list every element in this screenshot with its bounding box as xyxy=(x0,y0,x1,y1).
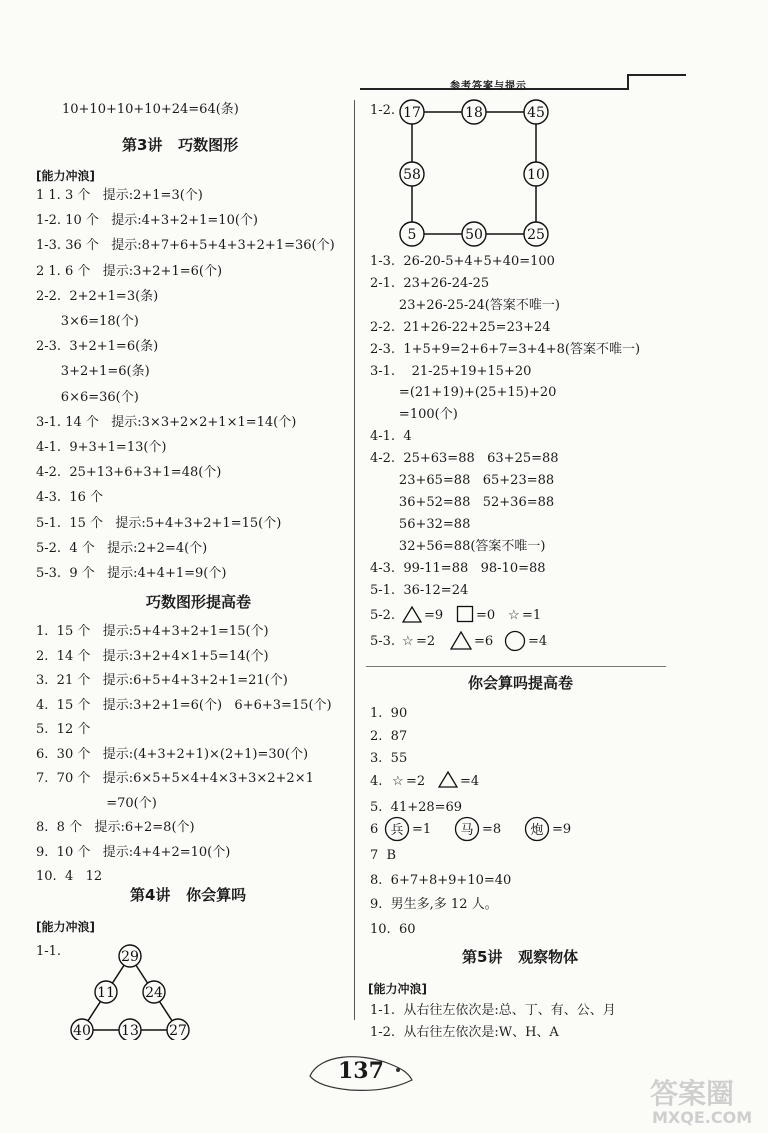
chess-piece-pao-icon xyxy=(524,816,550,842)
svg-text:5: 5 xyxy=(407,227,417,243)
lecture3-line-6: 3×6=18(个) xyxy=(36,314,139,329)
circle-shape-icon xyxy=(504,630,526,652)
triangle-shape-icon-2 xyxy=(450,630,472,650)
right-line-7: =(21+19)+(25+15)+20 xyxy=(370,385,557,401)
column-divider xyxy=(354,100,355,1020)
right-line-11: 23+65=88 65+23=88 xyxy=(370,473,555,488)
line-5-2-v1: =9 xyxy=(424,608,444,623)
right-line-5: 2-3. 1+5+9=2+6+7=3+4+8(答案不唯一) xyxy=(370,341,641,357)
quiz2-rest-line-1: 7 B xyxy=(370,848,397,863)
lecture3-line-14: 5-1. 15 个 提示:5+4+3+2+1=15(个) xyxy=(36,515,282,531)
svg-text:马: 马 xyxy=(460,823,474,838)
quiz1-line-5: 5. 12 个 xyxy=(36,722,91,737)
quiz1-line-1: 1. 15 个 提示:5+4+3+2+1=15(个) xyxy=(36,624,269,639)
svg-text:17: 17 xyxy=(403,105,421,121)
left-top-line: 10+10+10+10+24=64(条) xyxy=(62,102,239,117)
right-line-16: 5-1. 36-12=24 xyxy=(370,582,469,598)
header-tab-side xyxy=(627,74,629,90)
quiz2-line-1: 1. 90 xyxy=(370,706,408,721)
svg-text:45: 45 xyxy=(527,105,545,121)
line-5-3-v1: =2 xyxy=(416,634,436,649)
quiz2-line-2: 2. 87 xyxy=(370,728,408,744)
quiz1-line-11: 10. 4 12 xyxy=(36,869,103,884)
watermark-url: MXQE.COM xyxy=(652,1108,753,1127)
right-line-6: 3-1. 21-25+19+15+20 xyxy=(370,363,532,379)
svg-text:40: 40 xyxy=(73,1023,91,1039)
square-shape-icon xyxy=(456,605,474,623)
square-node-10 xyxy=(524,162,548,186)
quiz2-rest-line-3: 9. 男生多,多 12 人。 xyxy=(370,897,498,912)
svg-text:29: 29 xyxy=(121,949,139,965)
lecture3-line-4: 2 1. 6 个 提示:3+2+1=6(个) xyxy=(36,263,223,279)
right-line-1: 1-3. 26-20-5+4+5+40=100 xyxy=(370,254,555,269)
triangle-label: 1-1. xyxy=(36,944,62,959)
section-label-1: [能力冲浪] xyxy=(36,169,95,183)
lecture3-line-15: 5-2. 4 个 提示:2+2=4(个) xyxy=(36,540,208,556)
quiz1-line-8: =70(个) xyxy=(36,795,157,811)
quiz1-line-2: 2. 14 个 提示:3+2+4×1+5=14(个) xyxy=(36,648,269,664)
svg-text:50: 50 xyxy=(465,227,483,243)
line-5-3-v3: =4 xyxy=(528,634,548,649)
square-node-17 xyxy=(400,100,424,124)
right-line-14: 32+56=88(答案不唯一) xyxy=(370,538,546,554)
svg-text:24: 24 xyxy=(145,985,163,1001)
svg-text:炮: 炮 xyxy=(530,823,544,838)
q4-v2: =4 xyxy=(460,774,480,789)
lecture3-line-3: 1-3. 36 个 提示:8+7+6+5+4+3+2+1=36(个) xyxy=(36,238,335,254)
quiz2-line-3: 3. 55 xyxy=(370,751,408,766)
right-line-2: 2-1. 23+26-24-25 xyxy=(370,275,490,291)
quiz2-title: 你会算吗提高卷 xyxy=(468,674,574,692)
right-line-4: 2-2. 21+26-22+25=23+24 xyxy=(370,319,551,335)
square-node-5 xyxy=(400,222,424,246)
lecture5-title: 第5讲 观察物体 xyxy=(462,948,579,966)
square-node-18 xyxy=(462,100,486,124)
line-5-3-label: 5-3. xyxy=(370,634,396,649)
quiz1-line-4: 4. 15 个 提示:3+2+1=6(个) 6+6+3=15(个) xyxy=(36,697,332,713)
lecture3-line-1: 1 1. 3 个 提示:2+1=3(个) xyxy=(36,188,203,203)
right-line-10: 4-2. 25+63=88 63+25=88 xyxy=(370,451,559,467)
line-5-2-v3: =1 xyxy=(522,608,542,623)
section-label-3: [能力冲浪] xyxy=(368,982,427,996)
quiz1-title: 巧数图形提高卷 xyxy=(146,593,252,611)
triangle-node-11 xyxy=(95,981,117,1003)
quiz2-rest-line-2: 8. 6+7+8+9+10=40 xyxy=(370,872,512,888)
quiz2-rest-line-4: 10. 60 xyxy=(370,921,416,937)
page-number: 137 xyxy=(338,1058,384,1084)
lecture3-line-12: 4-2. 25+13+6+3+1=48(个) xyxy=(36,465,222,481)
lecture4-title: 第4讲 你会算吗 xyxy=(130,886,247,904)
svg-text:10: 10 xyxy=(527,167,545,183)
number-square-diagram xyxy=(390,98,560,248)
quiz1-line-6: 6. 30 个 提示:(4+3+2+1)×(2+1)=30(个) xyxy=(36,746,309,762)
q4-v1: =2 xyxy=(406,774,426,789)
q5-line: 5. 41+28=69 xyxy=(370,800,463,815)
star-shape-icon: ☆ xyxy=(508,608,520,623)
header-title: 参考答案与提示 xyxy=(450,81,527,92)
q6-v2: =8 xyxy=(482,822,502,837)
quiz2-rule xyxy=(366,666,666,667)
q6-v1: =1 xyxy=(412,822,432,837)
square-label: 1-2. xyxy=(370,103,396,118)
lecture3-line-16: 5-3. 9 个 提示:4+4+1=9(个) xyxy=(36,566,227,581)
right-line-3: 23+26-25-24(答案不唯一) xyxy=(370,297,560,313)
triangle-node-29 xyxy=(119,945,141,967)
right-line-15: 4-3. 99-11=88 98-10=88 xyxy=(370,560,546,576)
square-node-25 xyxy=(524,222,548,246)
lecture3-line-11: 4-1. 9+3+1=13(个) xyxy=(36,440,167,455)
line-5-2-label: 5-2. xyxy=(370,608,396,623)
square-node-45 xyxy=(524,100,548,124)
lecture3-line-13: 4-3. 16 个 xyxy=(36,490,104,506)
right-line-9: 4-1. 4 xyxy=(370,429,412,445)
lecture5-line-2: 1-2. 从右往左依次是:W、H、A xyxy=(370,1025,559,1040)
number-triangle-diagram xyxy=(60,940,200,1040)
star-shape-icon-2: ☆ xyxy=(402,634,414,649)
lecture3-line-10: 3-1. 14 个 提示:3×3+2×2+1×1=14(个) xyxy=(36,414,297,430)
square-node-58 xyxy=(400,162,424,186)
triangle-node-40 xyxy=(71,1019,93,1040)
lecture3-line-5: 2-2. 2+2+1=3(条) xyxy=(36,288,159,304)
triangle-shape-icon xyxy=(402,605,422,623)
q6-v3: =9 xyxy=(552,822,572,837)
svg-text:18: 18 xyxy=(465,105,483,121)
right-line-13: 56+32=88 xyxy=(370,516,471,532)
svg-text:兵: 兵 xyxy=(390,823,404,838)
lecture5-line-1: 1-1. 从右往左依次是:总、丁、有、公、月 xyxy=(370,1003,616,1018)
lecture3-line-7: 2-3. 3+2+1=6(条) xyxy=(36,339,159,355)
quiz1-line-7: 7. 70 个 提示:6×5+5×4+4×3+3×2+2×1 xyxy=(36,771,314,786)
svg-text:13: 13 xyxy=(121,1023,139,1039)
svg-text:58: 58 xyxy=(403,167,421,183)
lecture3-line-2: 1-2. 10 个 提示:4+3+2+1=10(个) xyxy=(36,213,258,229)
triangle-node-27 xyxy=(167,1019,189,1040)
svg-text:27: 27 xyxy=(169,1023,187,1039)
right-line-8: =100(个) xyxy=(370,407,458,423)
chess-piece-bing-icon xyxy=(384,816,410,842)
line-5-3-v2: =6 xyxy=(474,634,494,649)
svg-text:11: 11 xyxy=(97,985,115,1001)
right-line-12: 36+52=88 52+36=88 xyxy=(370,494,555,510)
triangle-shape-icon-3 xyxy=(438,770,458,788)
star-shape-icon-3: ☆ xyxy=(392,774,404,789)
quiz1-line-3: 3. 21 个 提示:6+5+4+3+2+1=21(个) xyxy=(36,673,288,688)
q6-label: 6 xyxy=(370,822,379,837)
line-5-2-v2: =0 xyxy=(476,608,496,623)
lecture3-line-8: 3+2+1=6(条) xyxy=(36,364,150,380)
triangle-node-24 xyxy=(143,981,165,1003)
section-label-2: [能力冲浪] xyxy=(36,920,95,934)
chess-piece-ma-icon xyxy=(454,816,480,842)
watermark-logo: 答案圈 xyxy=(650,1077,735,1110)
svg-text:25: 25 xyxy=(527,227,545,243)
square-node-50 xyxy=(462,222,486,246)
header-tab-top xyxy=(628,74,686,76)
quiz1-line-9: 8. 8 个 提示:6+2=8(个) xyxy=(36,820,195,835)
lecture3-title: 第3讲 巧数图形 xyxy=(122,136,239,154)
lecture3-line-9: 6×6=36(个) xyxy=(36,389,139,405)
q4-label: 4. xyxy=(370,774,383,789)
triangle-node-13 xyxy=(119,1019,141,1040)
quiz1-line-10: 9. 10 个 提示:4+4+2=10(个) xyxy=(36,844,231,860)
